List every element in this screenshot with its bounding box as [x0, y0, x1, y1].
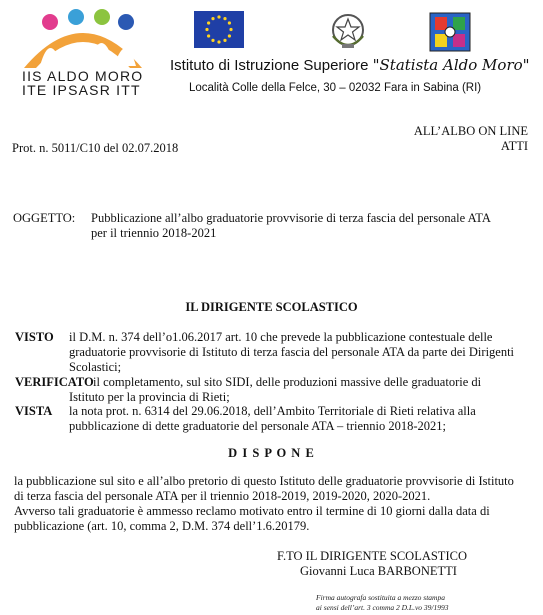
subject-label: OGGETTO:: [13, 211, 76, 225]
school-logo-figures-icon: [18, 8, 148, 70]
institute-address: Località Colle della Felce, 30 – 02032 Fara in Sabina (RI): [189, 82, 482, 94]
institute-name: [170, 56, 530, 74]
verificato-label: VERIFICATO: [15, 375, 94, 389]
verificato-line1: il completamento, sul sito SIDI, delle produzioni massive delle graduatorie di: [93, 375, 482, 389]
vista-line1: la nota prot. n. 6314 del 29.06.2018, dell’Ambito Territoriale di Rieti relativa alla: [69, 404, 476, 418]
visto-line1: il D.M. n. 374 dell’o1.06.2017 art. 10 che prevede la pubblicazione contestuale delle: [69, 330, 493, 344]
signature-role: F.TO IL DIRIGENTE SCOLASTICO: [277, 549, 467, 563]
document-title: IL DIRIGENTE SCOLASTICO: [185, 300, 358, 314]
visto-line2: graduatorie provvisorie di Istituto di terza fascia del personale ATA da parte dei Dirigenti: [69, 345, 515, 359]
vista-label: VISTA: [15, 404, 53, 418]
italian-republic-emblem-icon: [328, 10, 368, 52]
visto-label: VISTO: [15, 330, 54, 344]
subject-line2: per il triennio 2018-2021: [91, 226, 217, 240]
vista-line2: pubblicazione di dette graduatorie del personale ATA – triennio 2018-2021;: [69, 419, 447, 433]
eu-flag-icon: [194, 11, 244, 48]
verificato-line2: Istituto per la provincia di Rieti;: [69, 390, 230, 404]
recipient-atti: ATTI: [500, 139, 528, 153]
institute-statista-name: "Statista Aldo Moro": [372, 56, 530, 74]
protocol-number: Prot. n. 5011/C10 del 02.07.2018: [12, 141, 179, 155]
body-line1: la pubblicazione sul sito e all’albo pretorio di questo Istituto delle graduatorie provvisorie di Istituto: [14, 474, 514, 488]
logo-text-line2: ITE IPSASR ITT: [22, 82, 141, 98]
dispone-heading: D I S P O N E: [228, 446, 315, 460]
region-lazio-emblem-icon: [429, 12, 471, 52]
recipient-albo: ALL’ALBO ON LINE: [413, 124, 528, 138]
signature-note-line1: Firma autografa sostituita a mezzo stampa: [316, 593, 445, 602]
body-line2: di terza fascia del personale ATA per il triennio 2018-2019, 2019-2020, 2020-2021.: [14, 489, 431, 503]
logo-text-line1: IIS ALDO MORO: [22, 68, 144, 84]
body-line3: Avverso tali graduatorie è ammesso reclamo motivato entro il termine di 10 giorni dalla data di: [14, 504, 490, 518]
visto-line3: Scolastici;: [69, 360, 122, 374]
institute-prefix: Istituto di Istruzione Superiore: [170, 57, 369, 74]
body-line4: pubblicazione (art. 10, comma 2, D.M. 374 dell’1.6.20179.: [14, 519, 310, 533]
signature-name: Giovanni Luca BARBONETTI: [300, 564, 457, 578]
signature-note-line2: ai sensi dell’art. 3 comma 2 D.L.vo 39/1993: [316, 603, 449, 612]
subject-line1: Pubblicazione all’albo graduatorie provvisorie di terza fascia del personale ATA: [91, 211, 491, 225]
